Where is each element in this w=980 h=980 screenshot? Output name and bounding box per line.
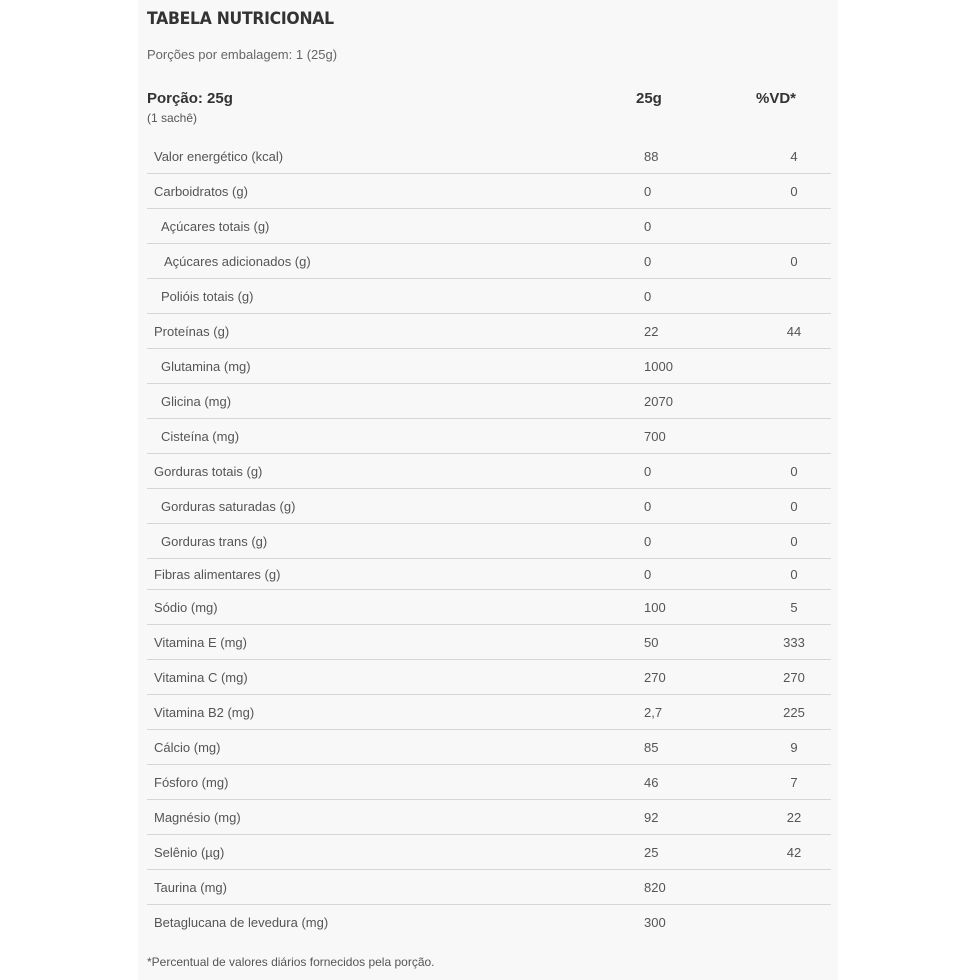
table-row [147,454,831,489]
nutrient-daily-value [788,279,800,313]
table-row [147,279,831,314]
nutrient-amount: 0 [644,566,652,582]
nutrient-name: Vitamina E (mg) [154,634,247,650]
nutrient-amount: 0 [644,288,652,304]
footnote: *Percentual de valores diários fornecidos pela porção. [147,955,435,969]
table-row [147,765,831,800]
table-row [147,419,831,454]
table-row [147,209,831,244]
nutrient-daily-value: 42 [786,844,802,860]
nutrient-name: Fósforo (mg) [154,774,229,790]
nutrient-name: Taurina (mg) [154,879,227,895]
nutrient-daily-value: 0 [790,183,798,199]
nutrient-daily-value [788,905,800,939]
nutrient-amount: 2,7 [644,704,663,720]
nutrient-name: Açúcares totais (g) [161,218,270,234]
nutrient-daily-value: 0 [790,533,798,549]
nutrient-daily-value: 225 [783,704,805,720]
nutrient-amount: 2070 [644,393,673,409]
nutrient-daily-value [788,209,800,243]
nutrient-name: Carboidratos (g) [154,183,248,199]
nutrient-name: Fibras alimentares (g) [154,566,281,582]
nutrient-amount: 92 [644,809,659,825]
nutrient-name: Glicina (mg) [161,393,232,409]
nutrition-table [147,139,831,939]
nutrient-daily-value [788,419,800,453]
table-row [147,489,831,524]
nutrient-amount: 0 [644,183,652,199]
nutrient-amount: 820 [644,879,666,895]
nutrient-daily-value: 0 [790,253,798,269]
nutrient-amount: 700 [644,428,666,444]
table-row [147,559,831,590]
nutrient-amount: 22 [644,323,659,339]
table-row [147,244,831,279]
nutrient-amount: 0 [644,498,652,514]
nutrient-amount: 0 [644,218,652,234]
nutrient-daily-value [788,870,800,904]
nutrient-name: Glutamina (mg) [161,358,251,374]
nutrient-name: Selênio (µg) [154,844,225,860]
nutrient-amount: 0 [644,253,652,269]
nutrient-amount: 1000 [644,358,673,374]
nutrient-amount: 300 [644,914,666,930]
nutrient-name: Gorduras trans (g) [161,533,268,549]
nutrient-daily-value: 9 [790,739,798,755]
nutrient-daily-value [788,349,800,383]
nutrient-name: Vitamina C (mg) [154,669,248,685]
table-row [147,314,831,349]
portion-label: Porção: 25g [147,90,233,107]
table-row [147,384,831,419]
table-row [147,349,831,384]
nutrient-amount: 50 [644,634,659,650]
nutrient-daily-value: 0 [790,498,798,514]
amount-column-header: 25g [636,90,662,107]
nutrient-daily-value: 333 [783,634,805,650]
table-row [147,174,831,209]
nutrient-amount: 88 [644,148,659,164]
table-row [147,590,831,625]
nutrient-name: Gorduras saturadas (g) [161,498,296,514]
table-row [147,660,831,695]
nutrient-name: Cisteína (mg) [161,428,240,444]
nutrient-daily-value: 22 [786,809,802,825]
nutrient-name: Polióis totais (g) [161,288,254,304]
nutrient-name: Cálcio (mg) [154,739,221,755]
nutrient-name: Betaglucana de levedura (mg) [154,914,329,930]
nutrient-name: Açúcares adicionados (g) [164,253,311,269]
nutrient-daily-value: 0 [790,463,798,479]
table-row [147,800,831,835]
nutrient-name: Proteínas (g) [154,323,230,339]
nutrient-amount: 25 [644,844,659,860]
table-row [147,524,831,559]
nutrient-name: Sódio (mg) [154,599,218,615]
table-row [147,625,831,660]
table-row [147,870,831,905]
portion-sublabel: (1 sachê) [147,111,198,125]
nutrient-daily-value: 44 [786,323,802,339]
table-row [147,139,831,174]
nutrient-daily-value: 7 [790,774,798,790]
table-row [147,695,831,730]
nutrient-amount: 0 [644,533,652,549]
nutrient-amount: 85 [644,739,659,755]
nutrient-amount: 100 [644,599,666,615]
nutrient-daily-value: 4 [790,148,798,164]
servings-per-package: Porções por embalagem: 1 (25g) [147,47,338,62]
table-row [147,730,831,765]
nutrient-name: Vitamina B2 (mg) [154,704,255,720]
table-title: TABELA NUTRICIONAL [147,9,334,29]
nutrient-name: Valor energético (kcal) [154,148,284,164]
table-row [147,835,831,870]
nutrient-amount: 270 [644,669,666,685]
nutrient-amount: 0 [644,463,652,479]
nutrient-name: Magnésio (mg) [154,809,241,825]
table-row [147,905,831,939]
daily-value-column-header: %VD* [756,90,797,107]
nutrient-daily-value [788,384,800,418]
nutrient-amount: 46 [644,774,659,790]
nutrient-daily-value: 0 [790,566,798,582]
nutrient-name: Gorduras totais (g) [154,463,263,479]
nutrient-daily-value: 5 [790,599,798,615]
nutrient-daily-value: 270 [783,669,805,685]
